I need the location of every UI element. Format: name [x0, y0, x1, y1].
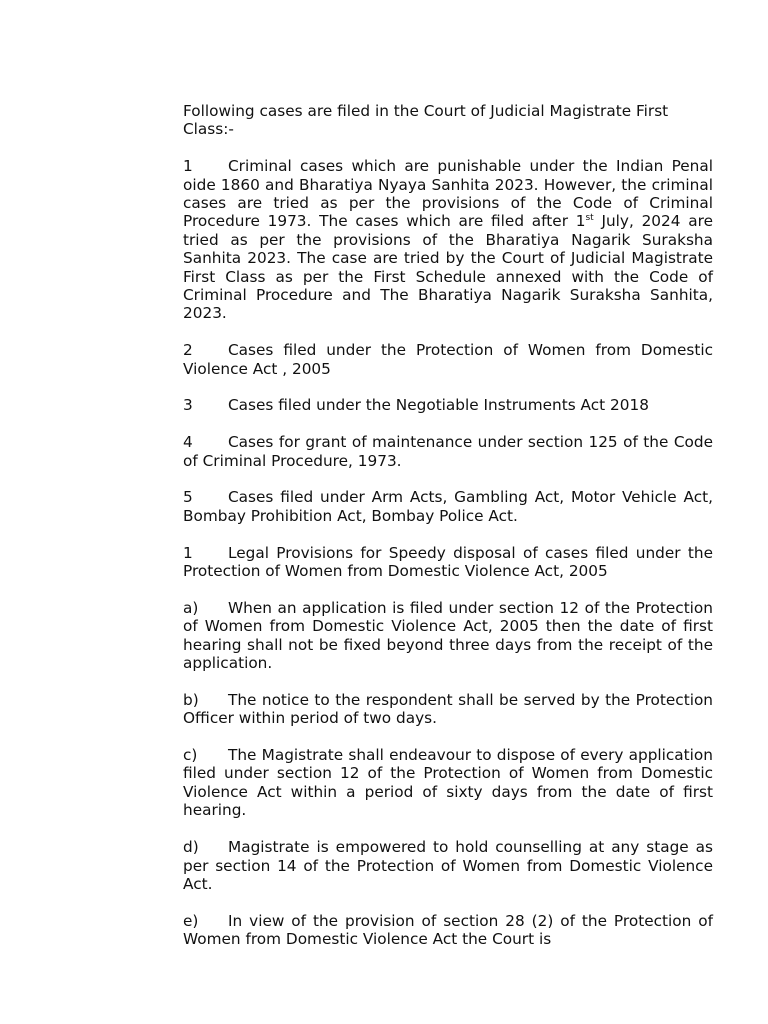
item-text: Cases filed under the Protection of Women from Domestic Violence Act , 2005 [183, 341, 713, 378]
item-text: The Magistrate shall endeavour to dispose of every application filed under section 12 of the Protection of Women from Domestic Violence Act within a period of sixty days from the date of first hearing. [183, 746, 713, 820]
provision-b [183, 691, 713, 728]
item-number: 1 [183, 543, 193, 562]
provision-d [183, 838, 713, 893]
ordinal-suffix: st [585, 213, 594, 224]
item-number: c) [183, 746, 198, 765]
item-number: a) [183, 598, 199, 617]
item-text-part-a: Criminal cases which are punishable under the Indian Penal oide 1860 and Bharatiya Nyaya Sanhita 2023. However, the criminal cases are tried as per the provisions of the Code of Criminal Procedure 1973. The cases which are filed after 1 [183, 157, 713, 231]
case-type-1 [183, 157, 713, 323]
provision-e [183, 912, 713, 949]
item-text: Cases filed under Arm Acts, Gambling Act, Motor Vehicle Act, Bombay Prohibition Act, Bombay Police Act. [183, 488, 713, 525]
item-number: 1 [183, 157, 193, 176]
item-number: b) [183, 690, 199, 709]
item-text-part-b: July, 2024 are tried as per the provisions of the Bharatiya Nagarik Suraksha Sanhita 2023. The case are tried by the Court of Judicial Magistrate First Class as per the First Schedule annexed with the Code of Criminal Procedure and The Bharatiya Nagarik Suraksha Sanhita, 2023. [183, 212, 713, 323]
case-type-5 [183, 488, 713, 525]
case-type-2 [183, 341, 713, 378]
document-body [183, 102, 713, 967]
item-text: In view of the provision of section 28 (2) of the Protection of Women from Domestic Violence Act the Court is [183, 911, 713, 949]
item-text: Cases for grant of maintenance under section 125 of the Code of Criminal Procedure, 1973. [183, 433, 713, 470]
provision-c [183, 746, 713, 820]
item-text: Cases filed under the Negotiable Instruments Act 2018 [228, 396, 649, 415]
item-number: 4 [183, 433, 193, 452]
document-heading: Following cases are filed in the Court of Judicial Magistrate First Class:- [183, 102, 669, 139]
item-number: 3 [183, 396, 193, 415]
provision-a [183, 599, 713, 673]
item-number: 5 [183, 488, 193, 507]
item-text: When an application is filed under section 12 of the Protection of Women from Domestic Violence Act, 2005 then the date of first hearing shall not be fixed beyond three days from the receipt of the application. [183, 598, 713, 673]
item-number: d) [183, 838, 199, 857]
item-text: Legal Provisions for Speedy disposal of cases filed under the Protection of Women from Domestic Violence Act, 2005 [183, 543, 713, 581]
item-text: Magistrate is empowered to hold counselling at any stage as per section 14 of the Protection of Women from Domestic Violence Act. [183, 838, 713, 893]
item-number: 2 [183, 341, 193, 360]
item-text: The notice to the respondent shall be served by the Protection Officer within period of two days. [183, 690, 713, 728]
section-heading-1 [183, 544, 713, 581]
case-type-4 [183, 433, 713, 470]
case-type-3 [183, 396, 713, 414]
item-number: e) [183, 911, 199, 930]
